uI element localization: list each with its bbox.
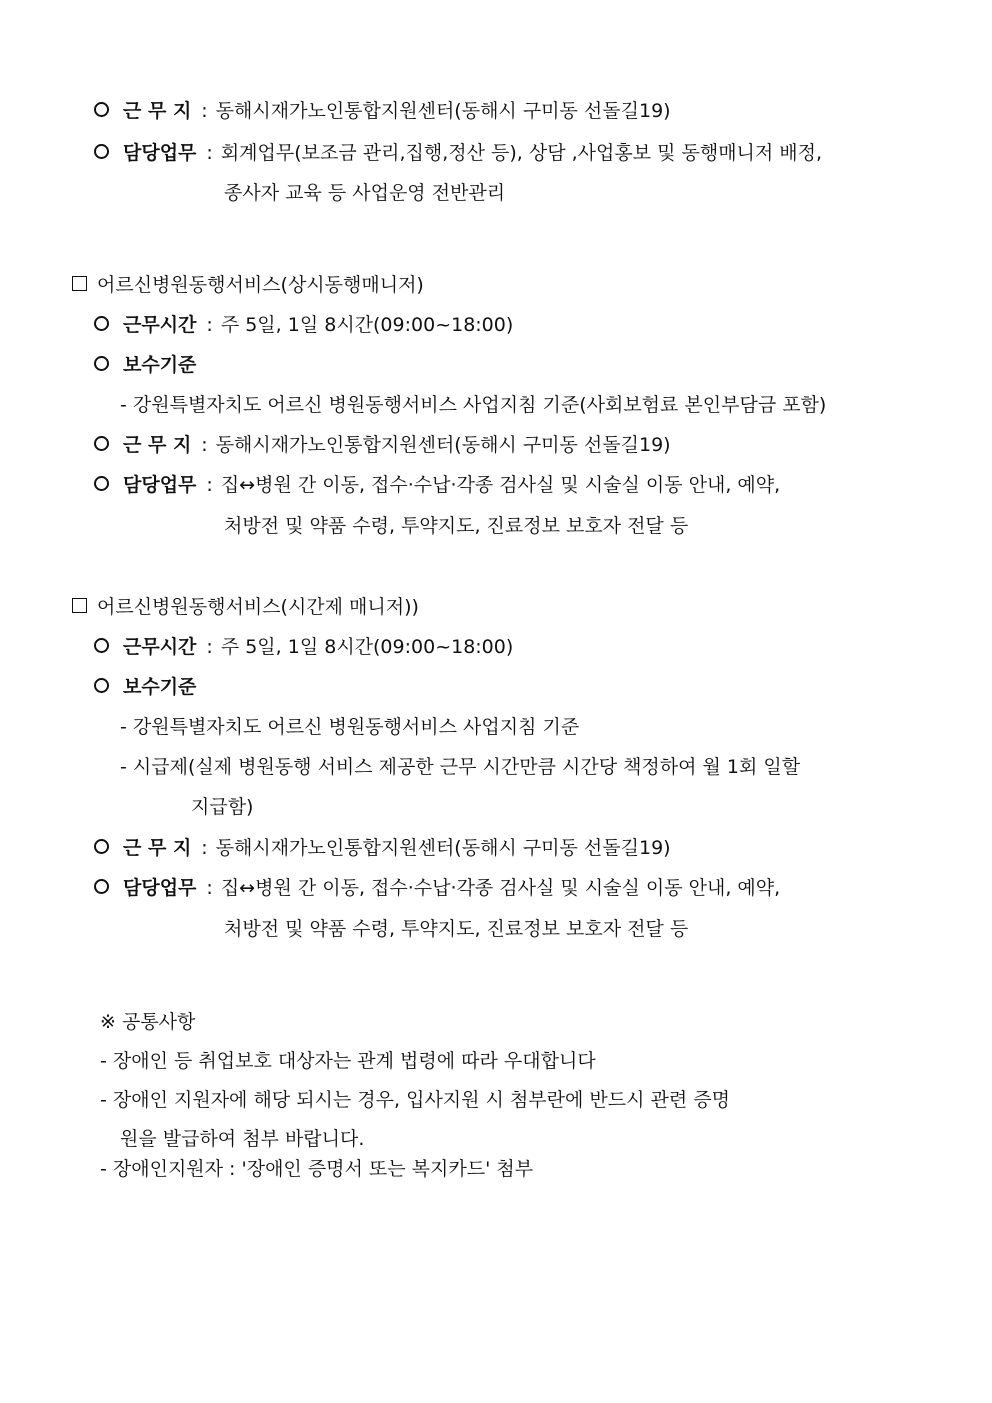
worksite-value: 동해시재가노인통합지원센터(동해시 구미동 선돌길19) (215, 837, 671, 859)
notes-item-1: - 장애인 등 취업보호 대상자는 관계 법령에 따라 우대합니다 (100, 1050, 596, 1072)
square-bullet-icon (72, 276, 87, 291)
duty-label: 담당업무 (123, 877, 197, 899)
section3-hours-row (94, 634, 513, 660)
section2-duty-row (94, 472, 780, 498)
circle-bullet-icon (94, 839, 109, 854)
circle-bullet-icon (94, 638, 109, 653)
block1-duty-row (94, 140, 822, 166)
duty-value: 회계업무(보조금 관리,집행,정산 등), 상담 ,사업홍보 및 동행매니저 배정, (220, 142, 823, 164)
hours-value: 주 5일, 1일 8시간(09:00~18:00) (220, 636, 514, 658)
worksite-value: 동해시재가노인통합지원센터(동해시 구미동 선돌길19) (215, 100, 671, 122)
section2-worksite-row (94, 432, 671, 458)
section2-pay-item: - 강원특별자치도 어르신 병원동행서비스 사업지침 기준(사회보험료 본인부담금 포함) (120, 394, 827, 416)
colon: : (206, 636, 213, 658)
section2-heading (72, 272, 424, 298)
circle-bullet-icon (94, 678, 109, 693)
circle-bullet-icon (94, 316, 109, 331)
colon: : (206, 142, 213, 164)
notes-item-2-continuation: 원을 발급하여 첨부 바랍니다. (120, 1128, 365, 1150)
worksite-label: 근 무 지 (123, 100, 192, 122)
circle-bullet-icon (94, 356, 109, 371)
duty-label: 담당업무 (123, 142, 197, 164)
circle-bullet-icon (94, 144, 109, 159)
colon: : (201, 434, 208, 456)
pay-label: 보수기준 (123, 676, 197, 698)
circle-bullet-icon (94, 436, 109, 451)
section3-duty-continuation: 처방전 및 약품 수령, 투약지도, 진료정보 보호자 전달 등 (224, 918, 689, 940)
section3-title: 어르신병원동행서비스(시간제 매니저)) (97, 596, 419, 618)
block1-worksite-row (94, 98, 671, 124)
square-bullet-icon (72, 598, 87, 613)
worksite-value: 동해시재가노인통합지원센터(동해시 구미동 선돌길19) (215, 434, 671, 456)
notes-title: ※ 공통사항 (100, 1011, 196, 1033)
section3-pay-row (94, 674, 196, 700)
worksite-label: 근 무 지 (123, 837, 192, 859)
circle-bullet-icon (94, 102, 109, 117)
circle-bullet-icon (94, 879, 109, 894)
duty-value: 집↔병원 간 이동, 접수·수납·각종 검사실 및 시술실 이동 안내, 예약, (220, 474, 781, 496)
notes-item-2: - 장애인 지원자에 해당 되시는 경우, 입사지원 시 첨부란에 반드시 관련 증명 (100, 1089, 730, 1111)
duty-value: 집↔병원 간 이동, 접수·수납·각종 검사실 및 시술실 이동 안내, 예약, (220, 877, 781, 899)
colon: : (201, 100, 208, 122)
worksite-label: 근 무 지 (123, 434, 192, 456)
section3-pay-item-2: - 시급제(실제 병원동행 서비스 제공한 근무 시간만큼 시간당 책정하여 월 1회 일할 (120, 756, 801, 778)
colon: : (206, 314, 213, 336)
notes-item-3: - 장애인지원자 : '장애인 증명서 또는 복지카드' 첨부 (100, 1158, 534, 1180)
hours-label: 근무시간 (123, 314, 197, 336)
pay-label: 보수기준 (123, 354, 197, 376)
hours-value: 주 5일, 1일 8시간(09:00~18:00) (220, 314, 514, 336)
section3-pay-item-1: - 강원특별자치도 어르신 병원동행서비스 사업지침 기준 (120, 716, 580, 738)
circle-bullet-icon (94, 476, 109, 491)
colon: : (206, 877, 213, 899)
section2-duty-continuation: 처방전 및 약품 수령, 투약지도, 진료정보 보호자 전달 등 (224, 515, 689, 537)
section2-title: 어르신병원동행서비스(상시동행매니저) (97, 274, 424, 296)
section3-worksite-row (94, 835, 671, 861)
hours-label: 근무시간 (123, 636, 197, 658)
colon: : (206, 474, 213, 496)
section2-hours-row (94, 312, 513, 338)
duty-label: 담당업무 (123, 474, 197, 496)
section3-duty-row (94, 875, 780, 901)
colon: : (201, 837, 208, 859)
section3-pay-item-2-continuation: 지급함) (191, 796, 254, 818)
section3-heading (72, 594, 419, 620)
block1-duty-continuation: 종사자 교육 등 사업운영 전반관리 (224, 182, 506, 204)
section2-pay-row (94, 352, 196, 378)
